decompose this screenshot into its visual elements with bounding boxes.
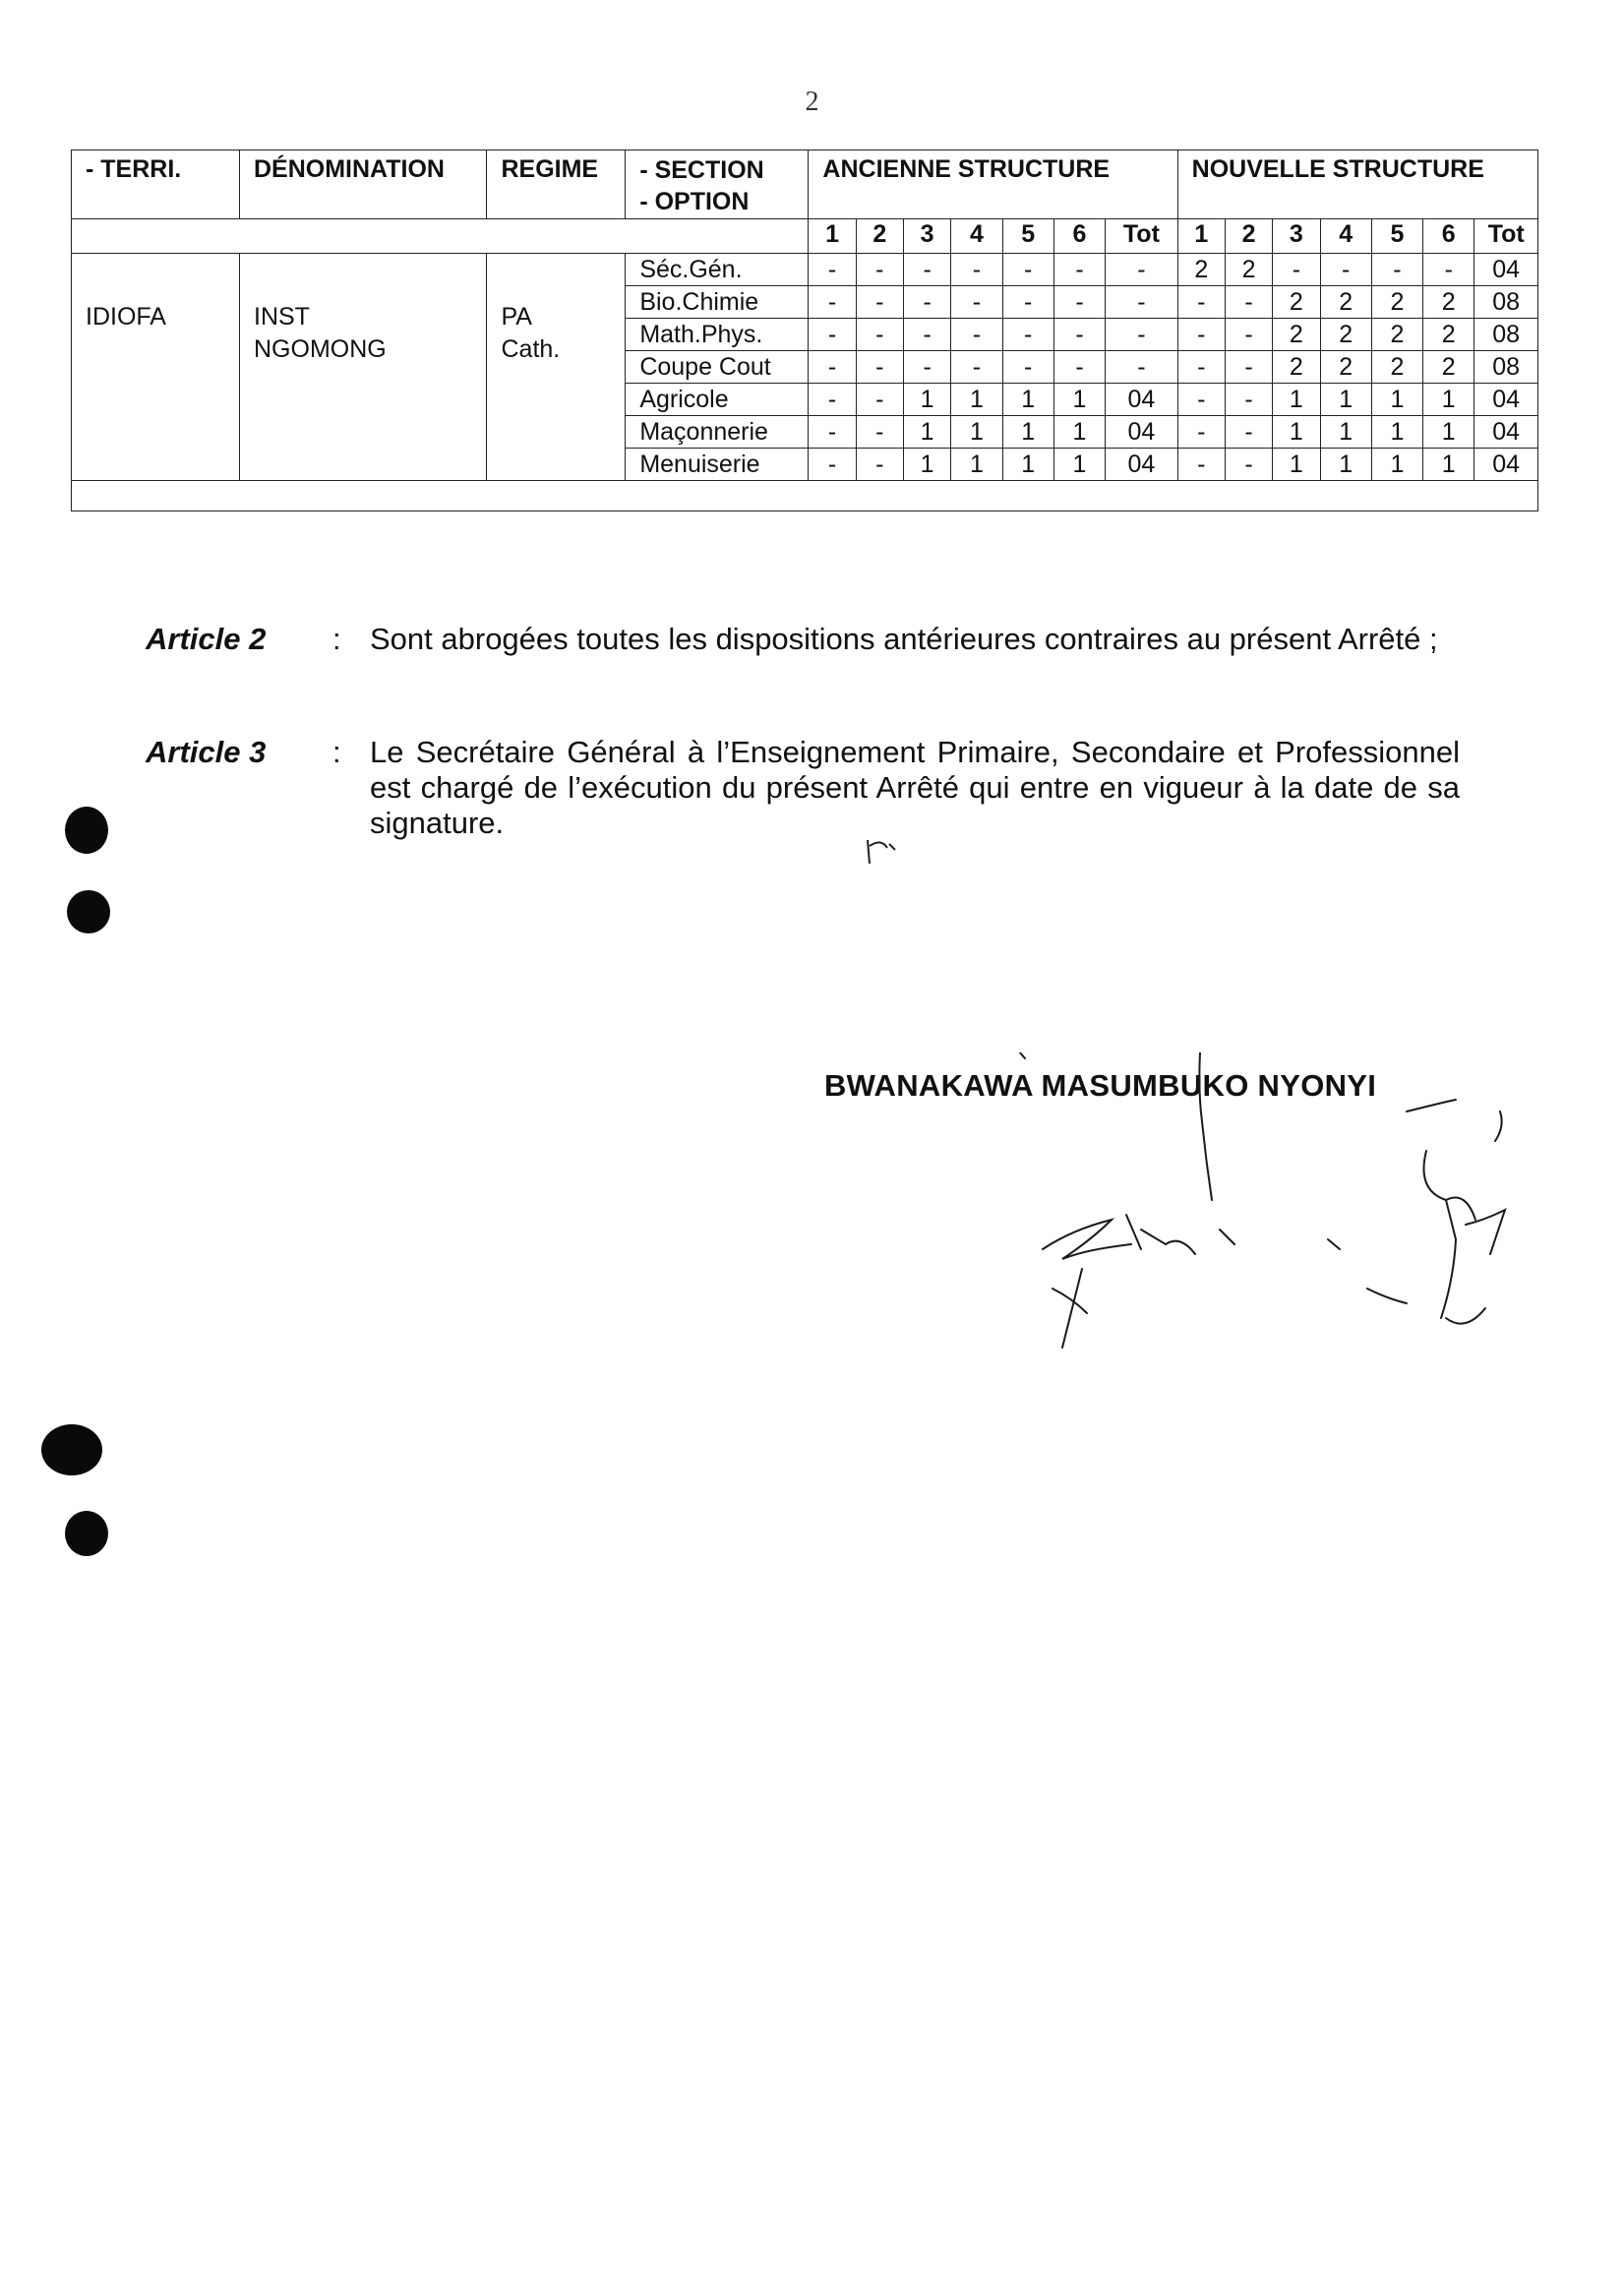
article-text: Le Secrétaire Général à l’Enseignement Primaire, Secondaire et Professionnel est chargé de l’exécution du présent Arrêté qui entre en vigueur à la date de sa signature. — [370, 735, 1460, 840]
ancienne-value-cell: 1 — [951, 449, 1002, 481]
subheader-nouvelle-2: 2 — [1225, 219, 1272, 254]
school-denomination-line-2: NGOMONG — [254, 335, 387, 363]
punch-hole-2 — [67, 890, 110, 933]
nouvelle-value-cell: 1 — [1320, 416, 1371, 449]
school-denomination-line-1: INST — [254, 303, 310, 331]
header-section-option — [626, 150, 809, 219]
ancienne-value-cell: - — [951, 286, 1002, 319]
nouvelle-value-cell: 2 — [1423, 351, 1474, 384]
ancienne-value-cell: 1 — [1002, 416, 1053, 449]
nouvelle-value-cell: 08 — [1474, 351, 1538, 384]
ancienne-value-cell: - — [951, 351, 1002, 384]
option-cell: Menuiserie — [626, 449, 809, 481]
nouvelle-value-cell: 2 — [1225, 254, 1272, 286]
subheader-row — [72, 219, 1538, 254]
ancienne-value-cell: - — [856, 254, 903, 286]
subheader-nouvelle-4: 4 — [1320, 219, 1371, 254]
nouvelle-value-cell: - — [1371, 254, 1422, 286]
nouvelle-value-cell: - — [1423, 254, 1474, 286]
nouvelle-value-cell: - — [1225, 384, 1272, 416]
nouvelle-value-cell: 1 — [1273, 384, 1320, 416]
nouvelle-value-cell: 2 — [1273, 286, 1320, 319]
nouvelle-value-cell: 2 — [1320, 286, 1371, 319]
ancienne-value-cell: - — [1002, 351, 1053, 384]
ancienne-value-cell: - — [856, 384, 903, 416]
school-terri-line-1: IDIOFA — [86, 303, 166, 331]
article-2 — [146, 622, 1460, 657]
subheader-ancienne-6: 6 — [1053, 219, 1105, 254]
ancienne-value-cell: 1 — [1002, 384, 1053, 416]
ancienne-value-cell: - — [809, 416, 856, 449]
header-denomination: DÉNOMINATION — [240, 150, 487, 219]
ancienne-value-cell: - — [856, 286, 903, 319]
article-label: Article 2 — [146, 622, 267, 656]
option-cell: Agricole — [626, 384, 809, 416]
signatory-name: BWANAKAWA MASUMBUKO NYONYI — [824, 1068, 1377, 1103]
ancienne-value-cell: 1 — [1053, 384, 1105, 416]
nouvelle-value-cell: 08 — [1474, 319, 1538, 351]
ancienne-value-cell: - — [1053, 351, 1105, 384]
header-ancienne-structure: ANCIENNE STRUCTURE — [809, 150, 1177, 219]
ancienne-value-cell: 1 — [903, 449, 950, 481]
ancienne-value-cell: - — [1053, 319, 1105, 351]
ancienne-value-cell: - — [809, 351, 856, 384]
nouvelle-value-cell: 2 — [1320, 351, 1371, 384]
ancienne-value-cell: - — [951, 254, 1002, 286]
header-option: - OPTION — [639, 188, 750, 215]
nouvelle-value-cell: 04 — [1474, 416, 1538, 449]
ancienne-value-cell: - — [903, 286, 950, 319]
nouvelle-value-cell: 08 — [1474, 286, 1538, 319]
handwritten-signature — [993, 1052, 1544, 1377]
nouvelle-value-cell: 04 — [1474, 384, 1538, 416]
nouvelle-value-cell: 1 — [1371, 449, 1422, 481]
ancienne-value-cell: 1 — [1053, 449, 1105, 481]
article-colon: : — [332, 622, 341, 656]
ancienne-value-cell: - — [1002, 254, 1053, 286]
ancienne-value-cell: - — [856, 449, 903, 481]
ancienne-value-cell: - — [809, 254, 856, 286]
ancienne-value-cell: - — [1002, 286, 1053, 319]
article-text: Sont abrogées toutes les dispositions antérieures contraires au présent Arrêté ; — [370, 622, 1438, 656]
ancienne-value-cell: 1 — [1002, 449, 1053, 481]
nouvelle-value-cell: 1 — [1273, 449, 1320, 481]
nouvelle-value-cell: 2 — [1371, 286, 1422, 319]
punch-hole-1 — [65, 807, 108, 854]
nouvelle-value-cell: - — [1177, 384, 1225, 416]
nouvelle-value-cell: - — [1177, 319, 1225, 351]
option-cell: Math.Phys. — [626, 319, 809, 351]
ancienne-value-cell: - — [1053, 254, 1105, 286]
ancienne-value-cell: - — [1002, 319, 1053, 351]
nouvelle-value-cell: 1 — [1273, 416, 1320, 449]
ancienne-value-cell: - — [1053, 286, 1105, 319]
nouvelle-value-cell: 1 — [1371, 384, 1422, 416]
school-denomination — [240, 254, 487, 481]
blank-cell — [72, 481, 1538, 511]
subheader-ancienne-5: 5 — [1002, 219, 1053, 254]
subheader-ancienne-3: 3 — [903, 219, 950, 254]
nouvelle-value-cell: 2 — [1371, 351, 1422, 384]
subheader-nouvelle-7: Tot — [1474, 219, 1538, 254]
subheader-nouvelle-5: 5 — [1371, 219, 1422, 254]
ancienne-value-cell: - — [1106, 351, 1178, 384]
initials-mark — [862, 834, 901, 873]
nouvelle-value-cell: - — [1225, 319, 1272, 351]
article-label: Article 3 — [146, 735, 267, 769]
ancienne-value-cell: - — [1106, 286, 1178, 319]
option-cell: Coupe Cout — [626, 351, 809, 384]
subheader-ancienne-4: 4 — [951, 219, 1002, 254]
ancienne-value-cell: 1 — [903, 384, 950, 416]
school-terri — [72, 254, 240, 481]
ancienne-value-cell: - — [809, 449, 856, 481]
nouvelle-value-cell: - — [1177, 449, 1225, 481]
ancienne-value-cell: - — [1106, 254, 1178, 286]
ancienne-value-cell: - — [809, 319, 856, 351]
nouvelle-value-cell: 2 — [1371, 319, 1422, 351]
header-terri: - TERRI. — [72, 150, 240, 219]
nouvelle-value-cell: 04 — [1474, 254, 1538, 286]
nouvelle-value-cell: 2 — [1273, 351, 1320, 384]
nouvelle-value-cell: - — [1225, 416, 1272, 449]
nouvelle-value-cell: 2 — [1177, 254, 1225, 286]
ancienne-value-cell: - — [903, 351, 950, 384]
option-cell: Bio.Chimie — [626, 286, 809, 319]
subheader-ancienne-2: 2 — [856, 219, 903, 254]
ancienne-value-cell: 1 — [1053, 416, 1105, 449]
option-cell: Séc.Gén. — [626, 254, 809, 286]
article-colon: : — [332, 735, 341, 769]
nouvelle-value-cell: 1 — [1371, 416, 1422, 449]
nouvelle-value-cell: 1 — [1320, 384, 1371, 416]
nouvelle-value-cell: - — [1273, 254, 1320, 286]
nouvelle-value-cell: 1 — [1423, 384, 1474, 416]
header-regime: REGIME — [487, 150, 626, 219]
nouvelle-value-cell: 1 — [1423, 416, 1474, 449]
nouvelle-value-cell: - — [1177, 416, 1225, 449]
nouvelle-value-cell: - — [1225, 449, 1272, 481]
ancienne-value-cell: 04 — [1106, 384, 1178, 416]
nouvelle-value-cell: 2 — [1423, 286, 1474, 319]
nouvelle-value-cell: - — [1320, 254, 1371, 286]
ancienne-value-cell: 1 — [903, 416, 950, 449]
option-cell: Maçonnerie — [626, 416, 809, 449]
nouvelle-value-cell: 1 — [1423, 449, 1474, 481]
ancienne-value-cell: 04 — [1106, 449, 1178, 481]
ancienne-value-cell: - — [856, 416, 903, 449]
ancienne-value-cell: - — [809, 286, 856, 319]
ancienne-value-cell: - — [1106, 319, 1178, 351]
page-number: 2 — [805, 87, 819, 117]
nouvelle-value-cell: - — [1225, 351, 1272, 384]
school-structure-table — [71, 150, 1538, 511]
school-regime-line-1: PA — [501, 303, 532, 331]
ancienne-value-cell: - — [951, 319, 1002, 351]
ancienne-value-cell: - — [903, 254, 950, 286]
punch-hole-3 — [41, 1424, 102, 1475]
ancienne-value-cell: 1 — [951, 384, 1002, 416]
school-regime — [487, 254, 626, 481]
ancienne-value-cell: - — [856, 351, 903, 384]
subheader-nouvelle-3: 3 — [1273, 219, 1320, 254]
header-nouvelle-structure: NOUVELLE STRUCTURE — [1177, 150, 1537, 219]
blank-row — [72, 481, 1538, 511]
subheader-ancienne-1: 1 — [809, 219, 856, 254]
table-row — [72, 254, 1538, 286]
nouvelle-value-cell: 04 — [1474, 449, 1538, 481]
subheader-nouvelle-1: 1 — [1177, 219, 1225, 254]
ancienne-value-cell: 04 — [1106, 416, 1178, 449]
school-regime-line-2: Cath. — [501, 335, 561, 363]
nouvelle-value-cell: 2 — [1273, 319, 1320, 351]
nouvelle-value-cell: 2 — [1423, 319, 1474, 351]
subheader-nouvelle-6: 6 — [1423, 219, 1474, 254]
ancienne-value-cell: - — [856, 319, 903, 351]
ancienne-value-cell: 1 — [951, 416, 1002, 449]
nouvelle-value-cell: - — [1225, 286, 1272, 319]
header-section: - SECTION — [639, 156, 764, 184]
subheader-ancienne-7: Tot — [1106, 219, 1178, 254]
nouvelle-value-cell: 1 — [1320, 449, 1371, 481]
punch-hole-4 — [65, 1511, 108, 1556]
nouvelle-value-cell: - — [1177, 286, 1225, 319]
ancienne-value-cell: - — [809, 384, 856, 416]
article-3 — [146, 735, 1460, 841]
nouvelle-value-cell: 2 — [1320, 319, 1371, 351]
nouvelle-value-cell: - — [1177, 351, 1225, 384]
subheader-spacer — [72, 219, 809, 254]
ancienne-value-cell: - — [903, 319, 950, 351]
